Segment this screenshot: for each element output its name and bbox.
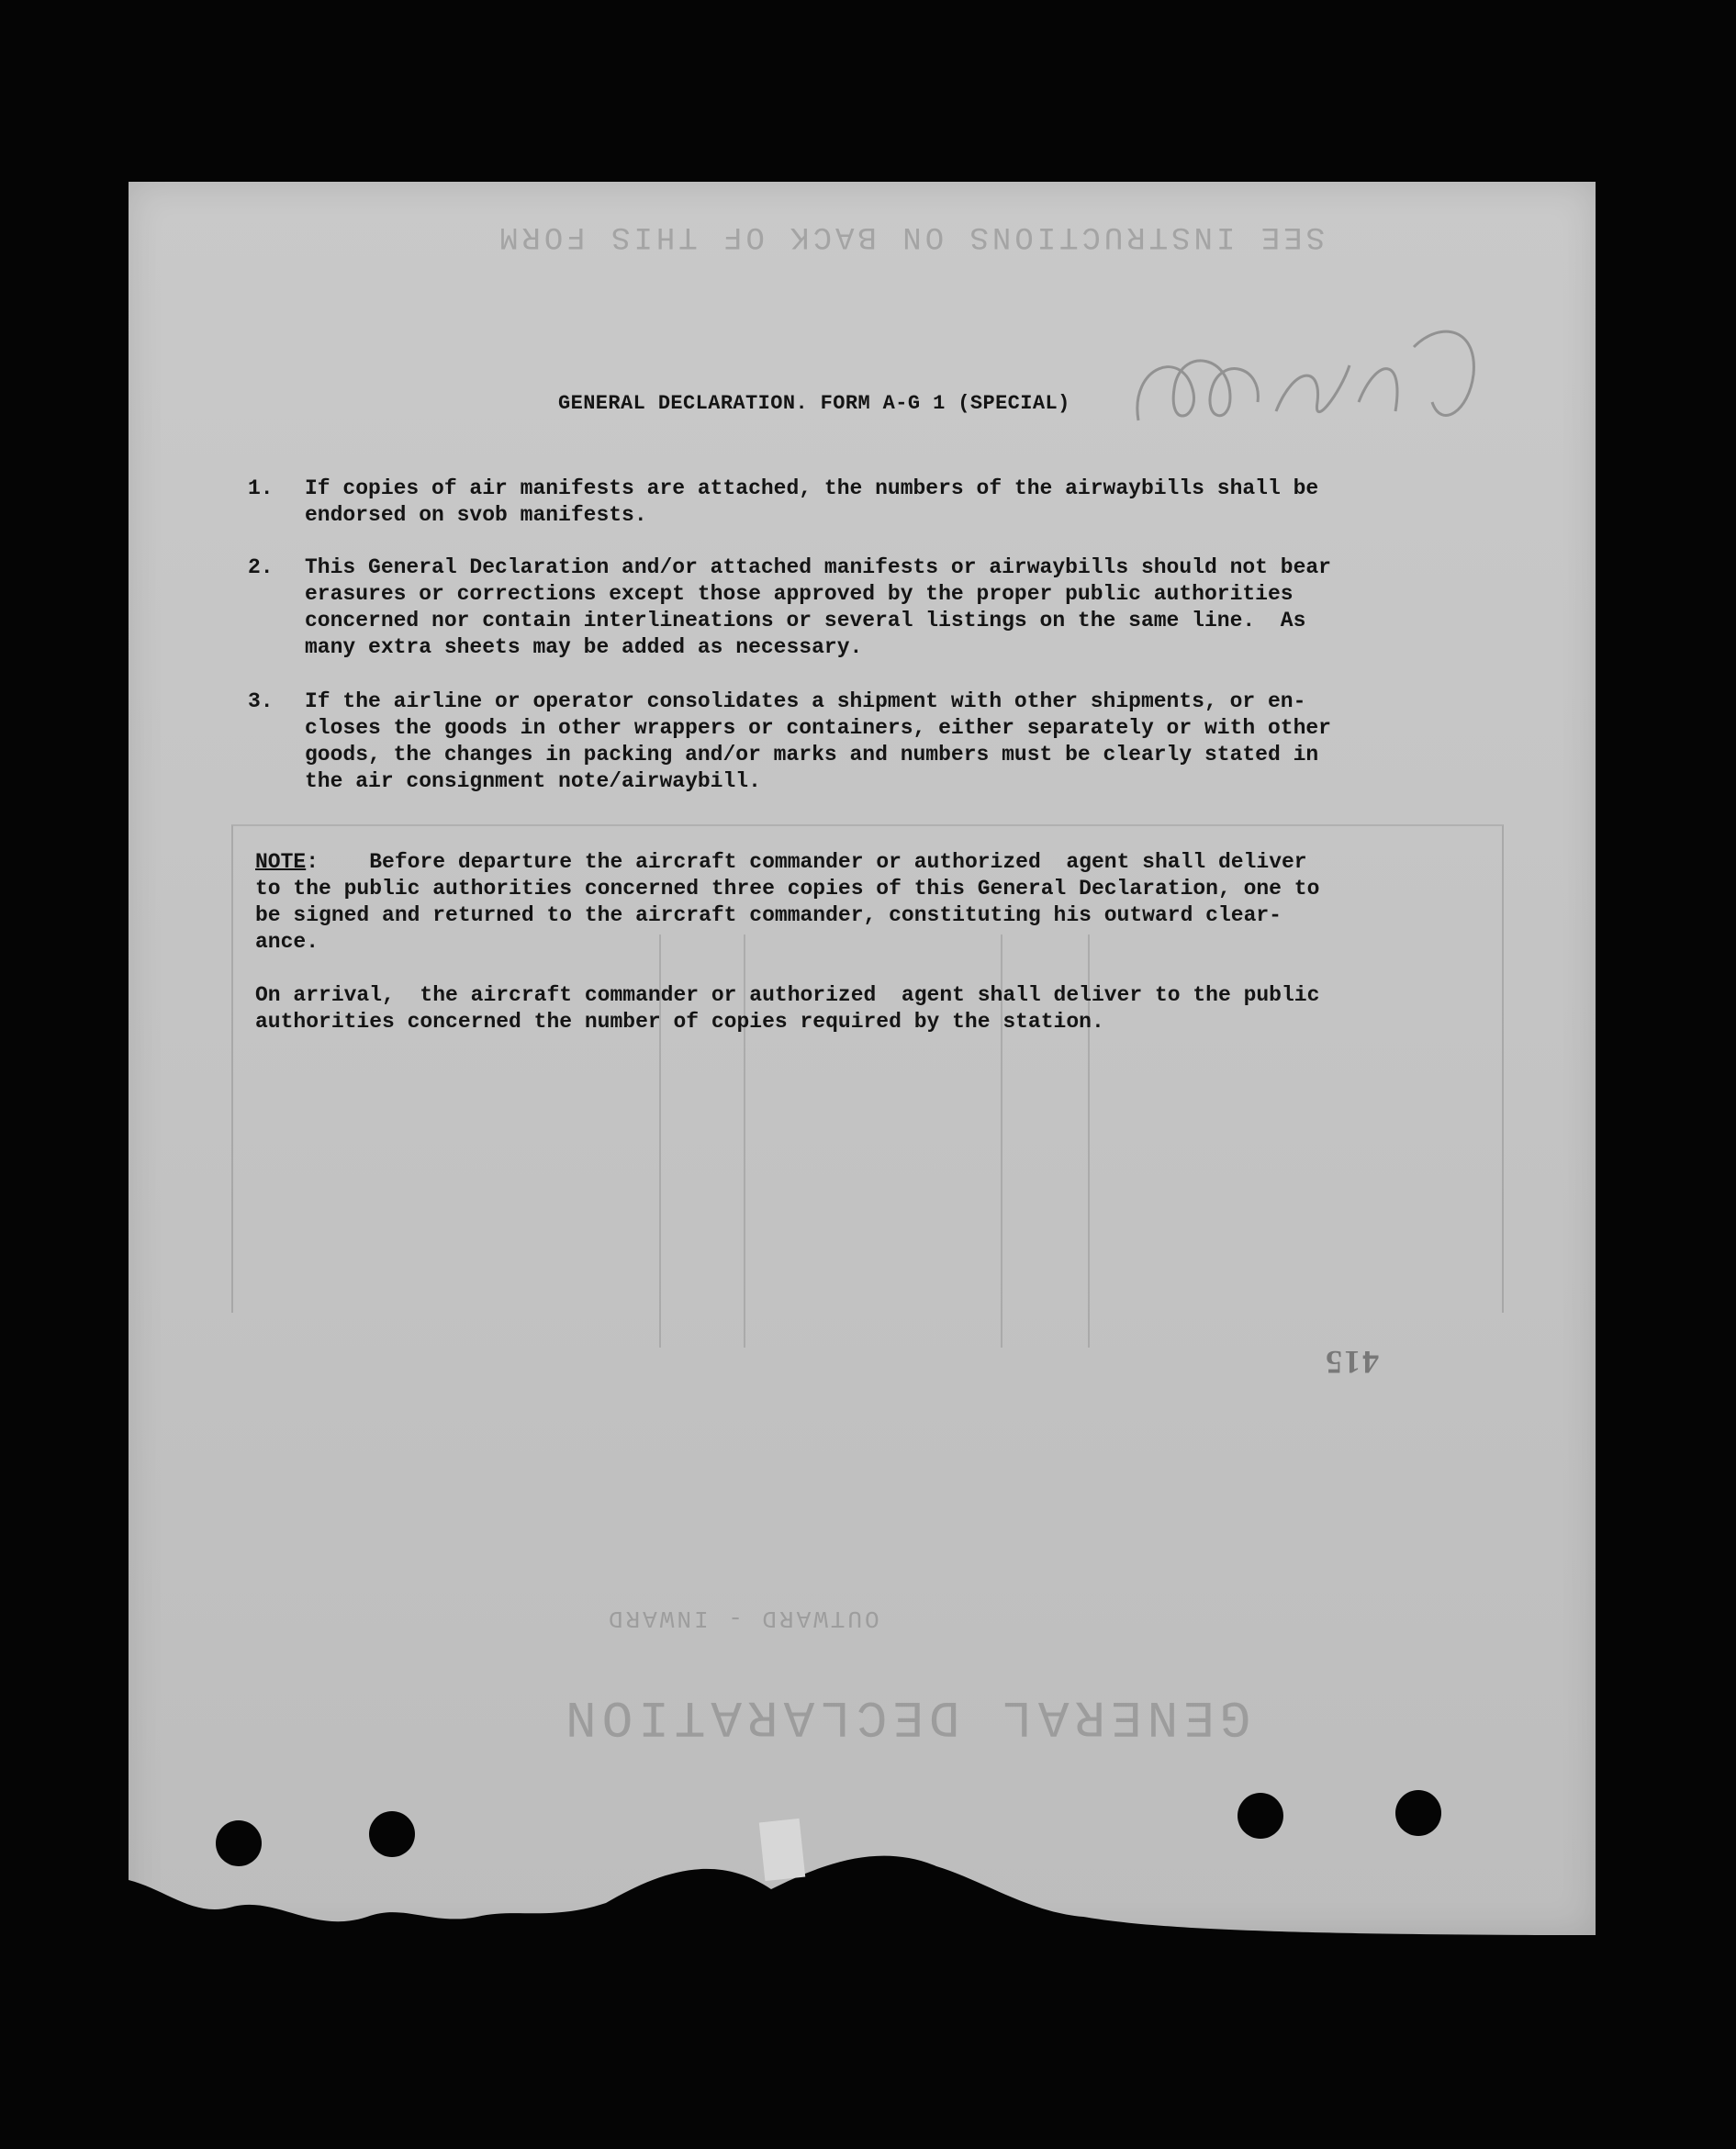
note-colon: : bbox=[306, 850, 319, 874]
show-through-top-text: SEE INSTRUCTIONS ON BACK OF THIS FORM bbox=[496, 218, 1325, 253]
note-line: to the public authorities concerned three copies of this General Declaration, one to bbox=[255, 877, 1320, 901]
item-line: If copies of air manifests are attached, the numbers of the airwaybills shall be bbox=[305, 476, 1319, 500]
torn-bottom-edge bbox=[129, 1779, 1596, 1935]
note-line: ance. bbox=[255, 930, 319, 954]
item-line: goods, the changes in packing and/or marks and numbers must be clearly stated in bbox=[305, 743, 1319, 767]
arrival-line: authorities concerned the number of copies required by the station. bbox=[255, 1010, 1104, 1034]
note-paragraph bbox=[255, 849, 1319, 956]
note-label: NOTE bbox=[255, 850, 307, 874]
item-number: 3. bbox=[248, 689, 274, 713]
item-line: the air consignment note/airwaybill. bbox=[305, 769, 761, 793]
punch-hole bbox=[369, 1811, 415, 1857]
show-through-bottom-title: GENERAL DECLARATION bbox=[560, 1687, 1251, 1746]
item-line: concerned nor contain interlineations or several listings on the same line. As bbox=[305, 609, 1306, 632]
arrival-paragraph bbox=[255, 982, 1319, 1035]
item-number: 1. bbox=[248, 476, 274, 500]
item-line: This General Declaration and/or attached manifests or airwaybills should not bear bbox=[305, 555, 1331, 579]
pencil-annotation bbox=[1111, 310, 1496, 466]
note-line: be signed and returned to the aircraft commander, constituting his outward clear- bbox=[255, 903, 1282, 927]
instruction-item-1 bbox=[248, 476, 1319, 529]
item-line: closes the goods in other wrappers or containers, either separately or with other bbox=[305, 716, 1331, 740]
tape-fragment bbox=[759, 1819, 805, 1881]
punch-hole bbox=[216, 1820, 262, 1866]
item-line: erasures or corrections except those approved by the proper public authorities bbox=[305, 582, 1294, 606]
item-line: If the airline or operator consolidates a shipment with other shipments, or en- bbox=[305, 689, 1306, 713]
arrival-line: On arrival, the aircraft commander or authorized agent shall deliver to the public bbox=[255, 983, 1320, 1007]
note-first-line: Before departure the aircraft commander or authorized agent shall deliver bbox=[319, 850, 1307, 874]
form-sheet bbox=[129, 182, 1596, 1935]
form-heading: GENERAL DECLARATION. FORM A-G 1 (SPECIAL) bbox=[558, 392, 1070, 415]
punch-hole bbox=[1238, 1793, 1283, 1839]
item-line: many extra sheets may be added as necessary. bbox=[305, 635, 863, 659]
show-through-subtitle: OUTWARD - INWARD bbox=[606, 1605, 879, 1632]
instruction-item-2 bbox=[248, 554, 1331, 661]
punch-hole bbox=[1395, 1790, 1441, 1836]
sheet-number-show-through: 415 bbox=[1324, 1344, 1379, 1381]
item-line: endorsed on svob manifests. bbox=[305, 503, 647, 527]
item-number: 2. bbox=[248, 555, 274, 579]
instruction-item-3 bbox=[248, 688, 1331, 795]
